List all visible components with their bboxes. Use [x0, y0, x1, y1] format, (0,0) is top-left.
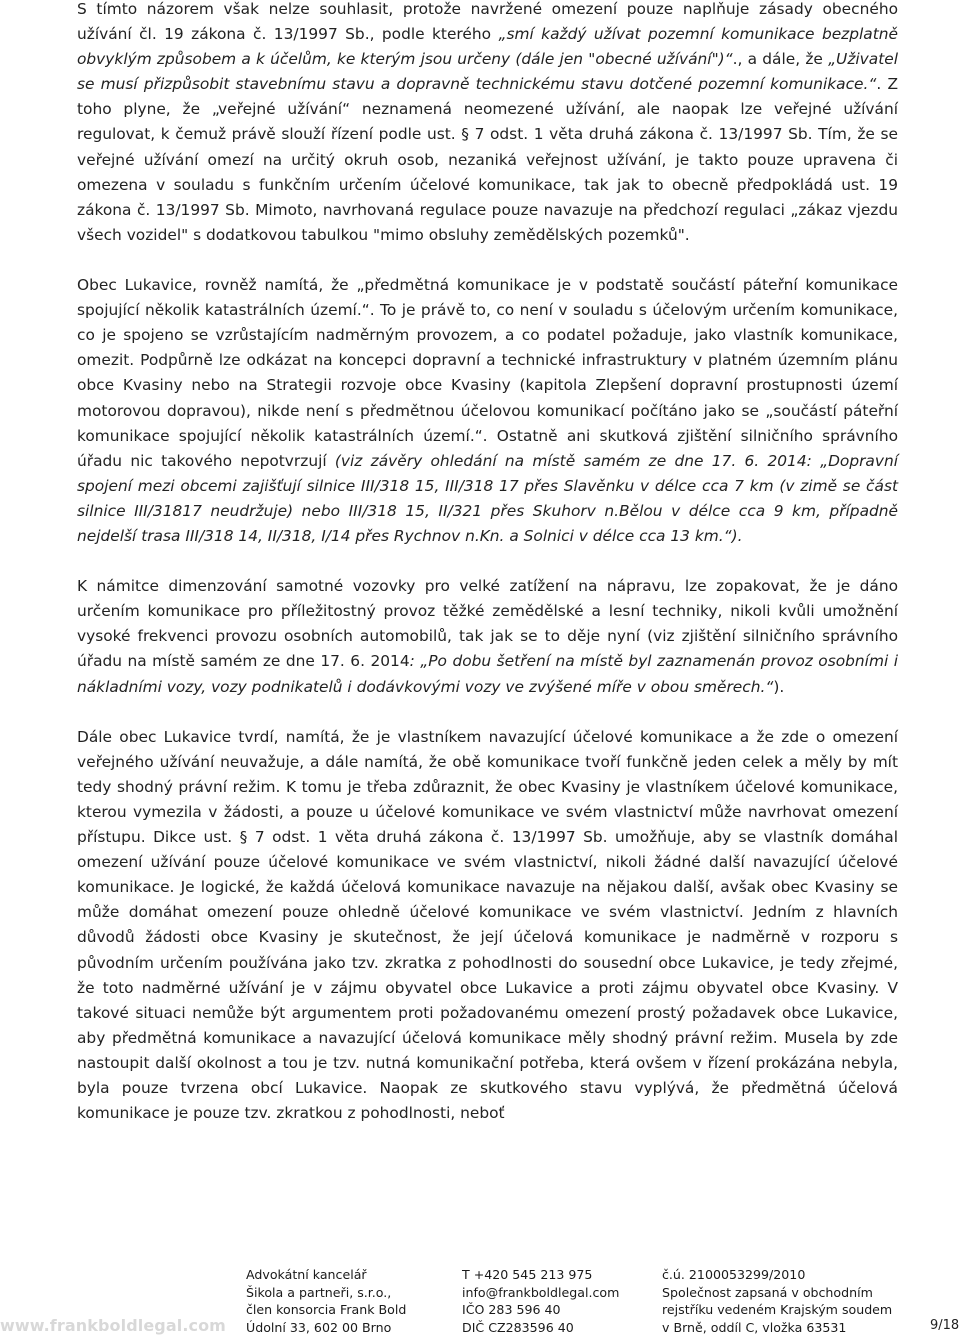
- footer-firm-info: [246, 1266, 406, 1336]
- paragraph-3: [77, 574, 898, 699]
- footer-line: člen konsorcia Frank Bold: [246, 1302, 407, 1317]
- footer-email[interactable]: info@frankboldlegal.com: [462, 1284, 620, 1300]
- footer-contact-info: [462, 1266, 619, 1336]
- text-run: S tímto názorem však nelze souhlasit, protože navržené omezení pouze naplňuje zásady obecného užívání čl. 19 zákona č. 13/1997 Sb., podle kterého: [77, 0, 898, 44]
- quote-italic: „smí každý užívat pozemní komunikace bezplatně obvyklým způsobem a k účelům, ke kterým jsou určeny (dále jen "obecné užívání")“: [77, 25, 898, 69]
- footer-website-link[interactable]: www.frankboldlegal.com: [0, 1316, 226, 1335]
- quote-italic: „Uživatel se musí přizpůsobit stavebnímu stavu a dopravně technickému stavu dotčené pozemní komunikace.“: [77, 50, 898, 94]
- paragraph-4: Dále obec Lukavice tvrdí, namítá, že je vlastníkem navazující účelové komunikace a že zde o omezení veřejného užívání neuvažuje, a dále namítá, že obě komunikace tvoří funkčně jeden celek a měly by mít tedy shodný právní režim. K tomu je třeba zdůraznit, že obec Kvasiny je vlastníkem účelové komunikace, kterou vymezila v žádosti, a pouze u účelové komunikace ve svém vlastnictví může navrhovat omezení přístupu. Dikce ust. § 7 odst. 1 věta druhá zákona č. 13/1997 Sb. umožňuje, aby se vlastník domáhal omezení užívání pouze účelové komunikace ve svém vlastnictví, nikoli žádné další navazující účelové komunikace. Je logické, že každá účelová komunikace navazuje na nějakou další, avšak obec Kvasiny se může domáhat omezení pouze ohledně účelové komunikace ve svém vlastnictví. Jedním z hlavních důvodů žádosti obce Kvasiny je skutečnost, že její účelová komunikace je nadměrně v rozporu s původním určením používána jako tzv. zkratka z pohodlnosti do sousední obce Lukavice, je tedy zřejmé, že toto nadměrné užívání je v zájmu obyvatel obce Lukavice a proti zájmu obyvatel obce Kvasiny. V takové situaci nemůže být argumentem proti požadovanému omezení prostý požadavek obce Lukavice, aby předmětná komunikace a navazující účelová komunikace měly shodný právní režim. Musela by zde nastoupit další okolnost a tou je tzv. nutná komunikační potřeba, která ovšem v řízení prokázána nebyla, byla pouze tvrzena obcí Lukavice. Naopak ze skutkového stavu vyplývá, že předmětná účelová komunikace je pouze tzv. zkratkou z pohodlnosti, neboť: [77, 727, 898, 1123]
- footer-line: č.ú. 2100053299/2010: [662, 1267, 806, 1282]
- footer-line: rejstříku vedeném Krajským soudem: [662, 1302, 893, 1317]
- text-run: . Z toho plyne, že „veřejné užívání“ neznamená neomezené užívání, ale naopak lze veřejné užívání regulovat, k čemuž právě slouží řízení podle ust. § 7 odst. 1 věta druhá zákona č. 13/1997 Sb. Tím, že se veřejné užívání omezí na určitý okruh osob, nezaniká veřejnost užívání, je takto pouze upravena či omezena v souladu s funkčním určením účelové komunikace, tak jak to obecně předpokládá ust. 19 zákona č. 13/1997 Sb. Mimoto, navrhovaná regulace pouze navazuje na předchozí regulaci „zákaz vjezdu všech vozidel" s dodatkovou tabulkou "mimo obsluhy zemědělských pozemků".: [77, 75, 899, 244]
- page-number: 9/18: [930, 1318, 960, 1333]
- text-run: ., a dále, že: [732, 50, 829, 69]
- footer-line: Šikola a partneři, s.r.o.,: [246, 1284, 392, 1300]
- text-run: ).: [773, 677, 785, 696]
- paragraph-1: [77, 0, 898, 248]
- footer-registry-info: [662, 1266, 892, 1336]
- footer-phone[interactable]: T +420 545 213 975: [462, 1267, 593, 1282]
- footer-line: Údolní 33, 602 00 Brno: [246, 1319, 392, 1335]
- document-body: [77, 0, 898, 1151]
- footer-line: Advokátní kancelář: [246, 1267, 367, 1282]
- quote-italic: (viz závěry ohledání na místě samém ze dne 17. 6. 2014: „Dopravní spojení mezi obcemi zajišťují silnice III/318 15, III/318 17 přes Slavěnku v délce cca 7 km (v zimě se část silnice III/31817 neudržuje) nebo III/318 15, II/321 přes Skuhorv n.Bělou v délce cca 9 km, případně nejdelší trasa III/318 14, II/318, I/14 přes Rychnov n.Kn. a Solnici v délce cca 13 km.“).: [77, 451, 898, 545]
- page-footer: [0, 1262, 960, 1340]
- footer-line: Společnost zapsaná v obchodním: [662, 1284, 873, 1300]
- footer-line: DIČ CZ283596 40: [462, 1319, 574, 1335]
- footer-line: v Brně, oddíl C, vložka 63531: [662, 1319, 847, 1335]
- paragraph-2: [77, 273, 898, 549]
- quote-italic: : „Po dobu šetření na místě byl zaznamenán provoz osobními i nákladními vozy, vozy podnikatelů i dodávkovými vozy ve zvýšené míře v obou směrech.“: [77, 652, 898, 696]
- footer-line: IČO 283 596 40: [462, 1302, 561, 1317]
- text-run: K námitce dimenzování samotné vozovky pro velké zatížení na nápravu, lze zopakovat, že je dáno určením komunikace pro příležitostný provoz těžké zemědělské a lesní techniky, nikoli kvůli umožnění vysoké frekvenci provozu osobních automobilů, tak jak se to děje nyní (viz zjištění silničního správního úřadu na místě samém ze dne 17. 6. 2014: [77, 577, 898, 671]
- text-run: Obec Lukavice, rovněž namítá, že „předmětná komunikace je v podstatě součástí páteřní komunikace spojující několik katastrálních území.“. To je právě to, co není v souladu s účelovým určením komunikace, co je spojeno se vzrůstajícím nadměrným provozem, a co podatel požaduje, jako vlastník komunikace, omezit. Podpůrně lze odkázat na koncepci dopravní a technické infrastruktury v platném územním plánu obce Kvasiny nebo na Strategii rozvoje obce Kvasiny (kapitola Zlepšení dopravní prostupnosti území motorovou dopravou), nikde není s předmětnou účelovou komunikací počítáno jako se „součástí páteřní komunikace spojující několik katastrálních území.“. Ostatně ani skutková zjištění silničního správního úřadu nic takového nepotvrzují: [77, 276, 898, 470]
